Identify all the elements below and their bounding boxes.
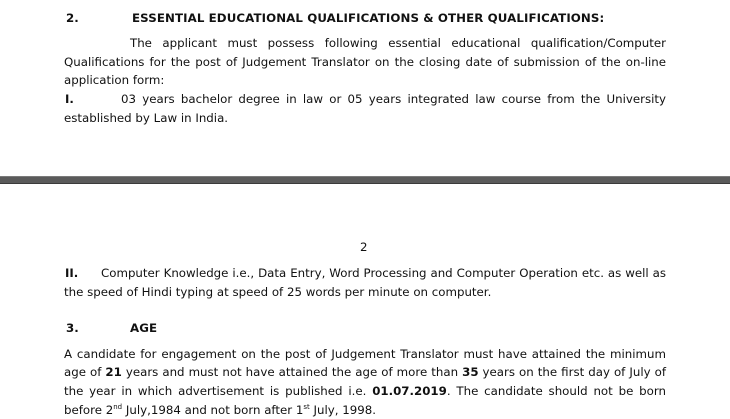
document-page-top xyxy=(0,0,730,176)
page-break-divider xyxy=(0,176,730,184)
min-age-value: 21 xyxy=(105,365,122,379)
section-3-title: AGE xyxy=(130,321,158,335)
line3-text-a: the year in which advertisement is published i.e. xyxy=(64,384,373,398)
item-2-marker: II. xyxy=(65,266,79,280)
page-number: 2 xyxy=(360,240,368,254)
line4-sup-nd: nd xyxy=(113,403,123,412)
reference-date: 01.07.2019 xyxy=(372,384,447,398)
line3-text-c: . The candidate should not be born xyxy=(446,384,666,398)
item-2-line-2: the speed of Hindi typing at speed of 25 words per minute on computer. xyxy=(64,285,492,299)
section-2-number: 2. xyxy=(66,11,79,25)
line4-text-b: July,1984 and not born after 1 xyxy=(122,403,304,417)
section-2-intro-line-3: application form: xyxy=(64,73,165,87)
section-3-line-1: A candidate for engagement on the post of Judgement Translator must have attained the minimum xyxy=(64,347,666,361)
section-3-line-4 xyxy=(64,402,376,418)
line4-sup-st: st xyxy=(303,403,310,412)
line4-text-c: July, 1998. xyxy=(309,403,377,417)
age-text-a: age of xyxy=(64,365,106,379)
item-1-line-1: 03 years bachelor degree in law or 05 years integrated law course from the University xyxy=(121,92,666,106)
item-1-marker: I. xyxy=(65,92,74,106)
section-3-line-2 xyxy=(64,364,666,380)
section-2-intro-line-2: Qualifications for the post of Judgement Translator on the closing date of submission of the on-line xyxy=(64,55,666,69)
section-2-intro-line-1: The applicant must possess following essential educational qualification/Computer xyxy=(130,36,666,50)
document-page-bottom xyxy=(0,184,730,419)
item-1-line-2: established by Law in India. xyxy=(64,111,229,125)
section-3-line-3 xyxy=(64,383,666,399)
age-text-c: years and must not have attained the age of more than xyxy=(121,365,463,379)
section-2-title: ESSENTIAL EDUCATIONAL QUALIFICATIONS & OTHER QUALIFICATIONS: xyxy=(132,11,605,25)
section-3-number: 3. xyxy=(66,321,79,335)
max-age-value: 35 xyxy=(462,365,479,379)
line4-text-a: before 2 xyxy=(64,403,114,417)
item-2-line-1: Computer Knowledge i.e., Data Entry, Word Processing and Computer Operation etc. as well as xyxy=(101,266,666,280)
age-text-e: years on the first day of July of xyxy=(478,365,666,379)
